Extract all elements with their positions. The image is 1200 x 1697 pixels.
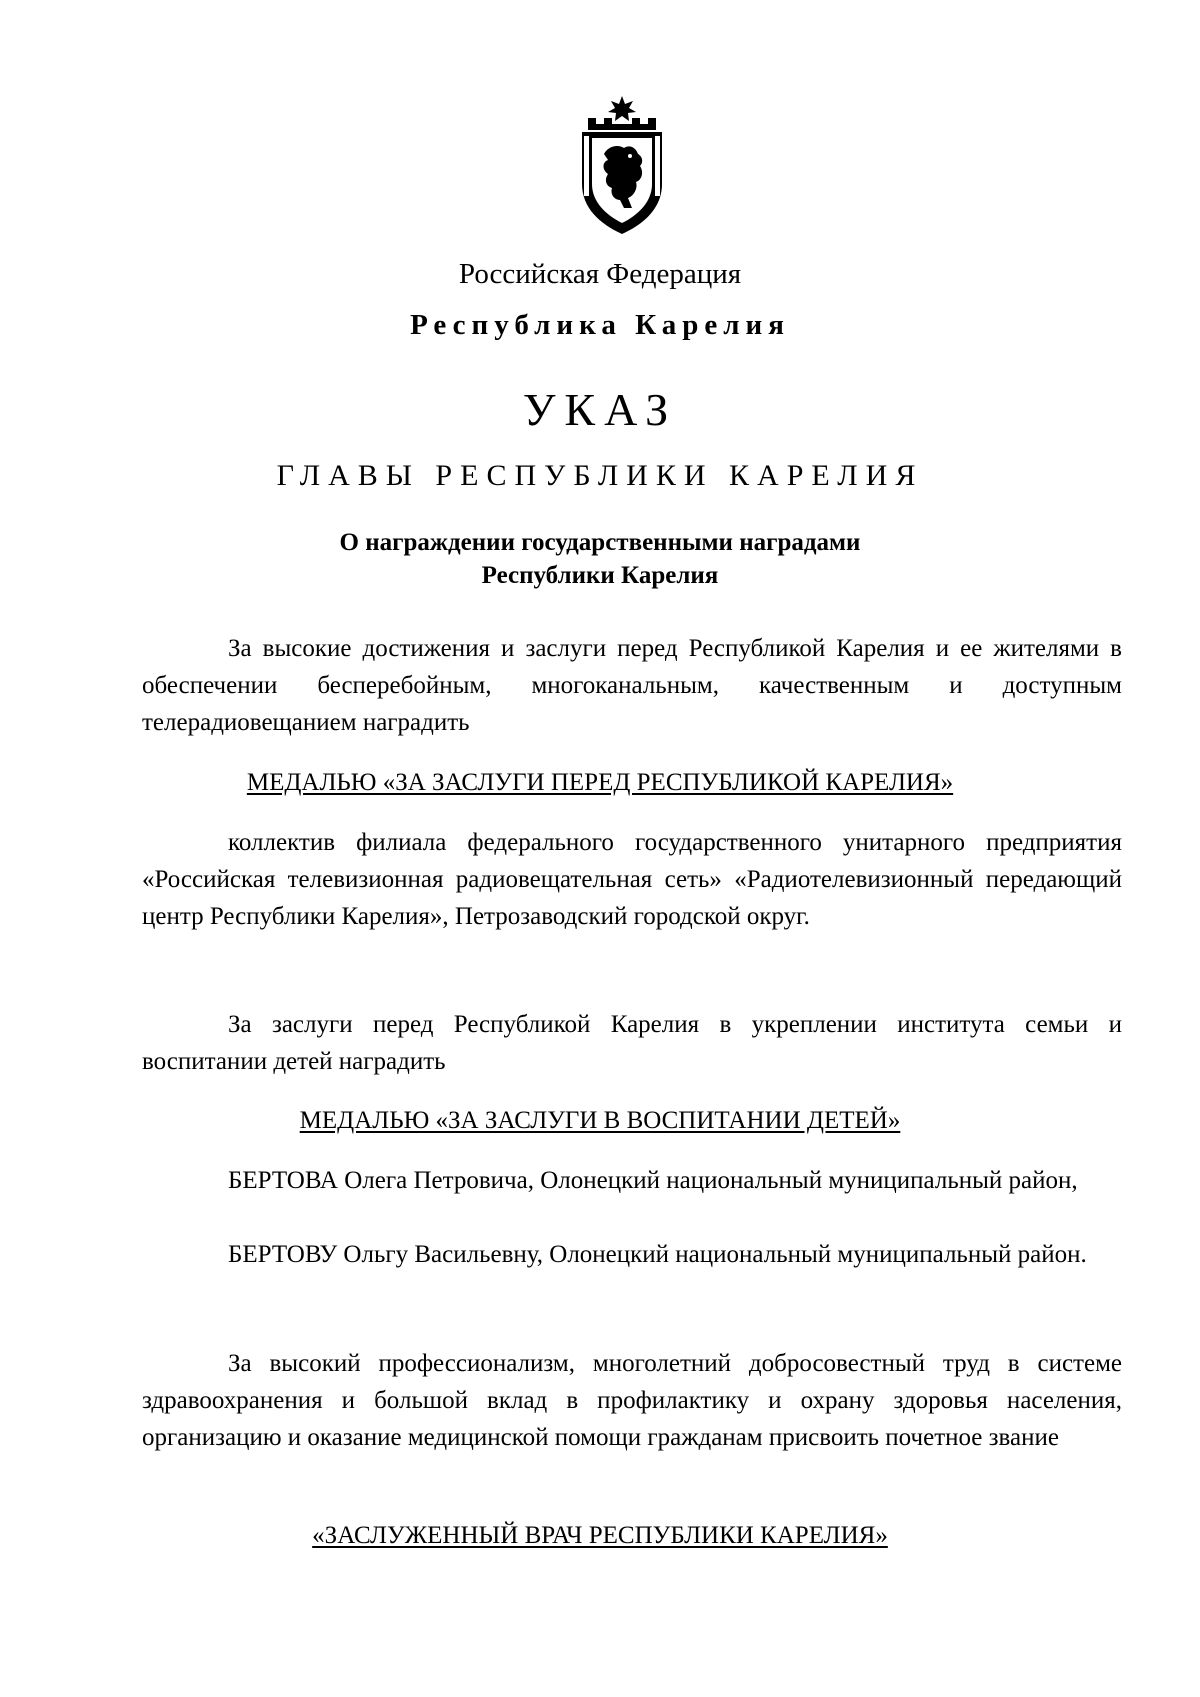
decree-title-line: Республики Карелия bbox=[481, 562, 719, 589]
section-intro: За высокий профессионализм, многолетний добросовестный труд в системе здравоохранения и большой вклад в профилактику и охрану здоровья населения, организацию и оказание медицинской помощи гражданам присвоить почетное звание bbox=[142, 1350, 1122, 1451]
award-name: МЕДАЛЬЮ «ЗА ЗАСЛУГИ ПЕРЕД РЕСПУБЛИКОЙ КАРЕЛИЯ» bbox=[246, 769, 954, 796]
recipient-text: коллектив филиала федерального государственного унитарного предприятия «Российская телевизионная радиовещательная сеть» «Радиотелевизионный передающий центр Республики Карелия», Петрозаводский городской округ. bbox=[142, 829, 1122, 930]
republic-name: Республика Карелия bbox=[410, 309, 790, 341]
document-issuer: ГЛАВЫ РЕСПУБЛИКИ КАРЕЛИЯ bbox=[276, 459, 924, 492]
decree-title bbox=[0, 526, 1200, 592]
recipient-text: БЕРТОВА Олега Петровича, Олонецкий национальный муниципальный район, bbox=[228, 1167, 1078, 1194]
decree-title-line: О награждении государственными наградами bbox=[339, 529, 861, 556]
award-name: «ЗАСЛУЖЕННЫЙ ВРАЧ РЕСПУБЛИКИ КАРЕЛИЯ» bbox=[312, 1522, 888, 1549]
karelia-coat-of-arms-icon bbox=[574, 96, 670, 236]
recipient-text: БЕРТОВУ Ольгу Васильевну, Олонецкий национальный муниципальный район. bbox=[228, 1241, 1087, 1268]
section-intro: За высокие достижения и заслуги перед Республикой Карелия и ее жителями в обеспечении бесперебойным, многоканальным, качественным и доступным телерадиовещанием наградить bbox=[142, 635, 1122, 736]
section-intro: За заслуги перед Республикой Карелия в укреплении института семьи и воспитании детей наградить bbox=[142, 1011, 1122, 1075]
award-name: МЕДАЛЬЮ «ЗА ЗАСЛУГИ В ВОСПИТАНИИ ДЕТЕЙ» bbox=[299, 1107, 901, 1134]
country-name: Российская Федерация bbox=[458, 258, 742, 290]
document-type: УКАЗ bbox=[522, 384, 678, 435]
